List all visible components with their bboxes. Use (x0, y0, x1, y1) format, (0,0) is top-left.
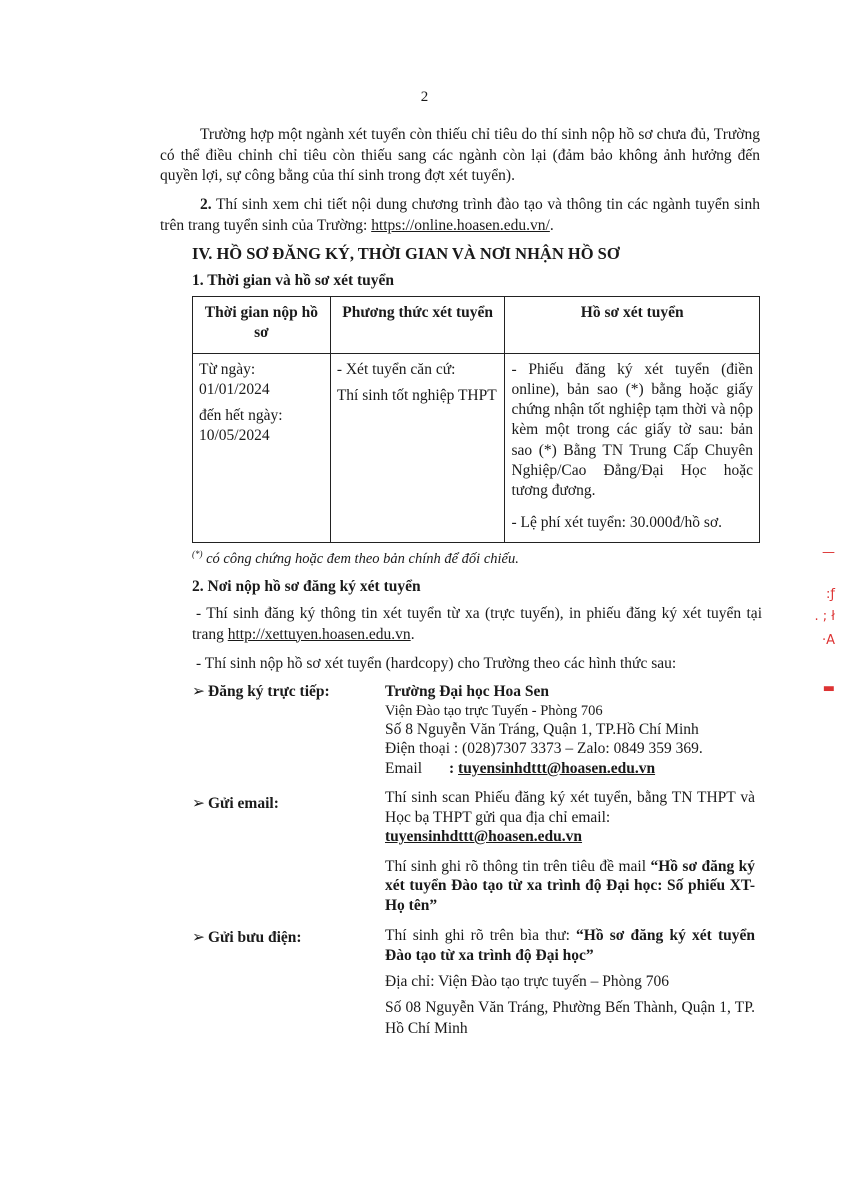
email-subject-instructions (385, 857, 755, 916)
cell-admission-documents (505, 354, 760, 543)
table-row (193, 354, 760, 543)
from-label: Từ ngày: (199, 361, 256, 378)
intro-paragraph-2-number: 2. (200, 196, 212, 213)
from-date: 01/01/2024 (199, 381, 270, 399)
email-subject-pre: Thí sinh ghi rõ thông tin trên tiêu đề mail (385, 857, 651, 875)
table-note (192, 549, 519, 569)
admission-table (192, 296, 760, 543)
note-text: có công chứng hoặc đem theo bản chính để đối chiếu. (202, 550, 519, 567)
online-registration-end: . (410, 625, 415, 643)
school-name: Trường Đại học Hoa Sen (385, 683, 549, 700)
cell-admission-method (330, 354, 505, 543)
documents-item-1: - Phiếu đăng ký xét tuyển (điền online), bản sao (*) bằng hoặc giấy chứng nhận tốt nghiệp tạm thời và nộp kèm một trong các giấy tờ sau: bản sao (*) Bằng TN Trung Cấp Chuyên Nghiệp/Cao Đẳng/Đại Học hoặc tương đương. (511, 361, 753, 499)
post-text-pre: Thí sinh ghi rõ trên bìa thư: (385, 927, 577, 944)
direct-email-link[interactable]: tuyensinhdttt@hoasen.edu.vn (458, 759, 656, 777)
method-post-label (192, 928, 302, 949)
method-email-label (192, 794, 279, 815)
post-address-line-2: Số 08 Nguyễn Văn Tráng, Phường Bến Thành, Quận 1, TP. Hồ Chí Minh (385, 999, 755, 1037)
method-post-details (385, 926, 755, 1039)
to-date: 10/05/2024 (199, 427, 270, 445)
direct-address: Số 8 Nguyễn Văn Tráng, Quận 1, TP.Hồ Chí Minh (385, 720, 699, 738)
xettuyen-link[interactable]: http://xettuyen.hoasen.edu.vn (227, 625, 411, 643)
header-submission-time: Thời gian nộp hồ sơ (193, 297, 331, 354)
post-address-line-1: Địa chỉ: Viện Đào tạo trực tuyến – Phòng 706 (385, 973, 669, 991)
email-address-link[interactable]: tuyensinhdttt@hoasen.edu.vn (385, 828, 583, 846)
online-registration-text: - Thí sinh đăng ký thông tin xét tuyển từ xa (trực tuyến), in phiếu đăng ký xét tuyển tại trang (192, 605, 762, 643)
intro-paragraph-2 (160, 195, 760, 236)
method-direct-label-text: Đăng ký trực tiếp: (208, 683, 330, 700)
cell-submission-time (193, 354, 331, 543)
subsection-1-heading: 1. Thời gian và hồ sơ xét tuyển (192, 272, 395, 289)
margin-scan-mark-2: :ƒ (826, 587, 835, 602)
subsection-2-paragraph-2: - Thí sinh nộp hồ sơ xét tuyển (hardcopy) cho Trường theo các hình thức sau: (196, 655, 677, 672)
documents-item-2: - Lệ phí xét tuyển: 30.000đ/hồ sơ. (511, 513, 723, 531)
institute-office: Viện Đào tạo trực Tuyến - Phòng 706 (385, 702, 603, 719)
method-post-label-text: Gửi bưu điện: (208, 929, 302, 946)
email-subject-format: “Hồ sơ đăng ký xét tuyển Đào tạo từ xa trình độ Đại học: Số phiếu XT-Họ tên” (385, 857, 755, 914)
table-header-row (193, 297, 760, 354)
method-email-label-text: Gửi email: (208, 795, 279, 812)
section-4-heading: IV. HỒ SƠ ĐĂNG KÝ, THỜI GIAN VÀ NƠI NHẬN HỒ SƠ (192, 244, 620, 263)
method-direct-label (192, 682, 330, 703)
intro-paragraph-1: Trường hợp một ngành xét tuyển còn thiếu chỉ tiêu do thí sinh nộp hồ sơ chưa đủ, Trường có thể điều chỉnh chỉ tiêu còn thiếu sang các ngành còn lại (đảm bảo không ảnh hưởng đến quyền lợi, sự công bằng của thí sinh trong đợt xét tuyển). (160, 126, 760, 185)
method-direct-details (385, 682, 755, 778)
to-label: đến hết ngày: (199, 407, 283, 425)
header-admission-documents: Hồ sơ xét tuyển (505, 297, 760, 354)
intro-paragraph-2-end: . (549, 216, 554, 234)
arrow-right-icon: ➢ (192, 929, 205, 946)
email-instructions: Thí sinh scan Phiếu đăng ký xét tuyển, bằng TN THPT và Học bạ THPT gửi qua địa chỉ email: (385, 789, 755, 826)
arrow-right-icon: ➢ (192, 795, 205, 812)
page-number: 2 (420, 89, 429, 105)
hoasen-online-link[interactable]: https://online.hoasen.edu.vn/ (371, 216, 550, 234)
arrow-right-icon: ➢ (192, 683, 205, 700)
post-envelope-label: “Hồ sơ đăng ký xét tuyển Đào tạo từ xa trình độ Đại học” (385, 927, 755, 965)
margin-scan-mark-3: . ; ł (814, 609, 835, 624)
direct-email-line (385, 759, 755, 779)
margin-scan-mark-1: — (822, 545, 835, 560)
method-criteria: Thí sinh tốt nghiệp THPT (336, 387, 497, 405)
header-admission-method: Phương thức xét tuyển (330, 297, 505, 354)
post-envelope-instructions (385, 926, 755, 966)
email-separator: : (449, 759, 459, 777)
method-basis: - Xét tuyển căn cứ: (336, 361, 456, 378)
margin-scan-mark-5: ▬ (822, 681, 835, 696)
email-label: Email (385, 759, 423, 777)
subsection-2-heading: 2. Nơi nộp hồ sơ đăng ký xét tuyển (192, 578, 421, 595)
margin-scan-mark-4: ·A (821, 633, 835, 648)
subsection-2-paragraph-1 (192, 604, 762, 645)
method-email-details (385, 788, 755, 915)
direct-phone: Điện thoại : (028)7307 3373 – Zalo: 0849 359 369. (385, 740, 703, 758)
note-mark: (*) (192, 549, 203, 559)
intro-paragraph-2-text: Thí sinh xem chi tiết nội dung chương trình đào tạo và thông tin các ngành tuyển sinh trên trang tuyển sinh của Trường: (160, 196, 760, 234)
